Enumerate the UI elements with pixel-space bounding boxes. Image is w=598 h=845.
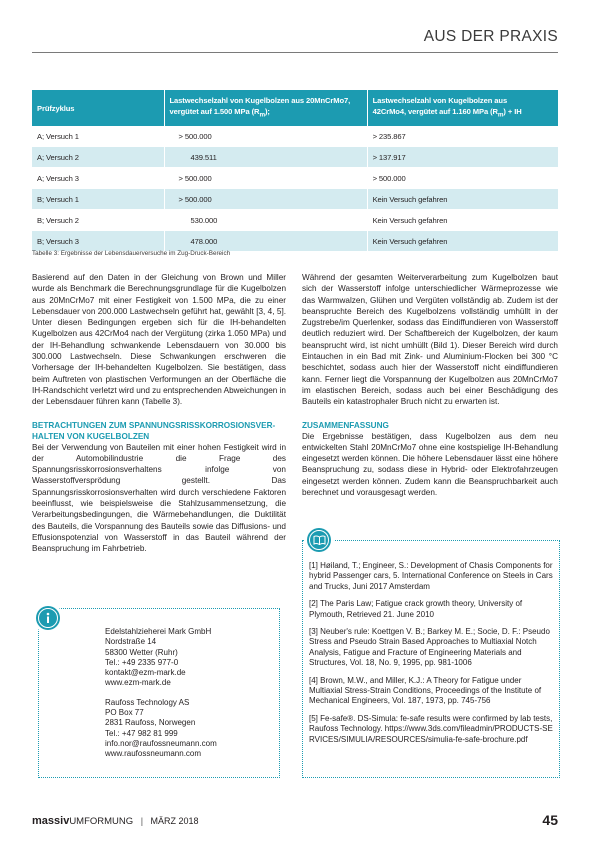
table-cell: A; Versuch 1 [32, 126, 165, 147]
table-cell: B; Versuch 1 [32, 189, 165, 210]
table-cell: > 500.000 [165, 168, 368, 189]
reference-item: [5] Fe-safe®. DS-Simula: fe-safe results were confirmed by lab tests, Raufoss Technology. https://www.3ds.com/fileadmin/PRODUCTS-SERVICES/SIMULIA/RESOURCES/simulia-fe-safe-brochure.pdf [309, 713, 553, 744]
footer [32, 815, 199, 827]
table-header-cell: Prüfzyklus [32, 90, 165, 126]
body-paragraph: Basierend auf den Daten in der Gleichung von Brown und Miller wurde als Benchmark die Berechnungsgrundlage für die Kugelbolzen aus 20MnCrMo7 mit einer Festigkeit von 1.500 MPa, die zu einer Lebensdauer von 200.000 Lastwechseln geführt hat, gewählt [3, 4, 5]. Unter diesen Bedingungen ergeben sich für die IH-behandelten Kugelbolzen aus 42CrMo4 nach der Vergütung (zirka 1.050 MPa) und der IH-Behandlung schwankende Lebensdauern von 30.000 bis 300.000 Lastwechseln. Diese Schwankungen erschweren die Vorhersage der IH-behandelten Kugelbolzen. Sie bestätigen, dass beim Auftreten von plastischen Verformungen an der Oberfläche die IH-Randschicht verletzt wird und zu entsprechenden Abweichungen in der Lebensdauer führen kann (Tabelle 3). [32, 273, 286, 407]
body-paragraph: Bei der Verwendung von Bauteilen mit einer hohen Festigkeit wird in der Automobilindustrie die Frage des Spannungsrisskorrosionsverhaltens infolge von Wasserstoffversprödung gestellt. Das Spannungsrisskorrosionsverhalten wird durch verschiedene Faktoren beeinflusst, wie beispielsweise die Stahlzusammensetzung, die Verarbeitungsbedingungen, die Wärmebehandlungen, die Duktilität des Bauteils, die Vorspannung des Bauteils sowie das Diffusions- und Effusionspotenzial von Wasserstoff in das Bauteil während der Beanspruchung im Fahrbetrieb. [32, 442, 286, 554]
address-line: www.ezm-mark.de [105, 678, 171, 688]
issue-date: MÄRZ 2018 [150, 816, 199, 826]
contact-addresses [105, 627, 217, 760]
table-header-row [32, 90, 558, 126]
body-paragraph: Die Ergebnisse bestätigen, dass Kugelbolzen aus dem neu entwickelten Stahl 20MnCrMo7 ohne eine kostspielige IH-Behandlung eingesetzt werden können. Die höhere Lebensdauer lässt eine höhere Beanspruchung zu, sodass diese in Hybrid- oder Elektrofahrzeugen eingesetzt werden können. Zudem kann die Beanspruchbarkeit auch berechnet und vorausgesagt werden. [302, 431, 558, 498]
table-header-cell: Lastwechselzahl von Kugelbolzen aus 42CrMo4, vergütet auf 1.160 MPa $(R_m)$ + IH [368, 90, 558, 126]
reference-item: [4] Brown, M.W., and Miller, K.J.: A Theory for Fatigue under Multiaxial Stress-Strain Conditions, Proceedings of the Institute of Mechanical Engineers, Vol. 187, 1973, pp. 745-756 [309, 675, 542, 706]
address-line: Tel.: +49 2335 977-0 [105, 657, 179, 667]
table-row [32, 147, 558, 168]
address-line: Raufoss Technology AS [105, 697, 190, 707]
table-cell: > 500.000 [165, 126, 368, 147]
reference-item: [3] Neuber's rule: Koettgen V. B.; Barkey M. E.; Socie, D. F.: Pseudo Stress and Pseudo Strain Based Approaches to Multiaxial Notch Analysis, Fatigue and Fracture of Engineering Materials and Structures, Vol. 18, No. 9, 1995, pp. 981-1006 [309, 627, 550, 668]
info-icon [36, 606, 60, 630]
reference-list [309, 561, 555, 752]
table-cell: A; Versuch 3 [32, 168, 165, 189]
brand-subtitle: UMFORMUNG [69, 816, 134, 827]
table-caption: Tabelle 3: Ergebnisse der Lebensdauerversuche im Zug-Druck-Bereich [32, 250, 231, 257]
right-column [302, 272, 558, 498]
address-line: Nordstraße 14 [105, 637, 157, 647]
address-line: Edelstahlzieherei Mark GmbH [105, 627, 212, 636]
contact-info-box [38, 608, 280, 778]
top-rule [32, 52, 558, 53]
table-header-cell: Lastwechselzahl von Kugelbolzen aus 20MnCrMo7, vergütet auf 1.500 MPa $(R_m)$; [165, 90, 368, 126]
table-cell: A; Versuch 2 [32, 147, 165, 168]
body-paragraph: Während der gesamten Weiterverarbeitung zum Kugelbolzen baut sich der Wasserstoff infolge unterschiedlicher Wärmeprozesse wie das Warmwalzen, Glühen und Vergüten vollständig ab. Zudem ist der beanspruchte Bereich des Kugelbolzens vollständig umhüllt in der Zugstrebe/im Querlenker, sodass das Eindiffundieren von Wasserstoff deutlich reduziert wird. Der Schaftbereich der Kugelbolzen, der kaum beansprucht wird, ist nicht umhüllt (Bild 1). Dieser Bereich wird durch Eintauchen in ein Bad mit Zink- und Aluminium-Flocken bei 300 °C beschichtet, sodass auch hier der Wasserstoff nicht eindiffundieren kann. Ferner liegt die Vorspannung der Kugelbolzen aus 20MnCrMo7 im elastischen Bereich, sodass auch bei einer Beschädigung des Bauteils ein katastrophaler Bruch nicht zu erwarten ist. [302, 273, 558, 407]
references-box [302, 540, 560, 778]
table-row [32, 231, 558, 252]
table-cell: Kein Versuch gefahren [368, 189, 558, 210]
address-line: kontakt@ezm-mark.de [105, 668, 186, 678]
footer-separator: | [140, 816, 144, 826]
table-row [32, 168, 558, 189]
table-cell: Kein Versuch gefahren [368, 210, 558, 231]
table-cell: > 500.000 [165, 189, 368, 210]
table-cell: > 235.867 [368, 126, 558, 147]
table-row [32, 126, 558, 147]
table-cell: 439.511 [165, 147, 368, 168]
table-row [32, 210, 558, 231]
reference-item: [2] The Paris Law; Fatigue crack growth theory, University of Plymouth, Retrieved 21. June 2010 [309, 599, 523, 619]
results-table [32, 90, 558, 252]
reference-item: [1] Høiland, T.; Engineer, S.: Development of Chasis Components for hybrid Passenger cars, 5. International Conference on Steels in Cars and Trucks, Juni 2017 Amsterdam [309, 561, 553, 591]
table-cell: 530.000 [165, 210, 368, 231]
book-icon [307, 528, 331, 552]
table-cell: B; Versuch 3 [32, 231, 165, 252]
page-number: 45 [542, 812, 558, 828]
address-line: 58300 Wetter (Ruhr) [105, 647, 178, 657]
address-line: www.raufossneumann.com [105, 749, 202, 759]
address-line: Tel.: +47 982 81 999 [105, 728, 178, 738]
table-cell: B; Versuch 2 [32, 210, 165, 231]
address-line: PO Box 77 [105, 708, 144, 718]
brand-name: massiv [32, 815, 70, 827]
table-cell: 478.000 [165, 231, 368, 252]
left-column [32, 272, 286, 555]
address-line: 2831 Raufoss, Norwegen [105, 718, 196, 728]
section-heading: ZUSAMMENFASSUNG [302, 420, 389, 430]
table-row [32, 189, 558, 210]
table-cell: > 500.000 [368, 168, 558, 189]
address-line: info.nor@raufossneumann.com [105, 738, 217, 748]
table-cell: > 137.917 [368, 147, 558, 168]
section-heading: BETRACHTUNGEN ZUM SPANNUNGSRISSKORROSIONSVER- HALTEN VON KUGELBOLZEN [32, 420, 276, 441]
table-cell: Kein Versuch gefahren [368, 231, 558, 252]
section-label: AUS DER PRAXIS [423, 28, 558, 45]
